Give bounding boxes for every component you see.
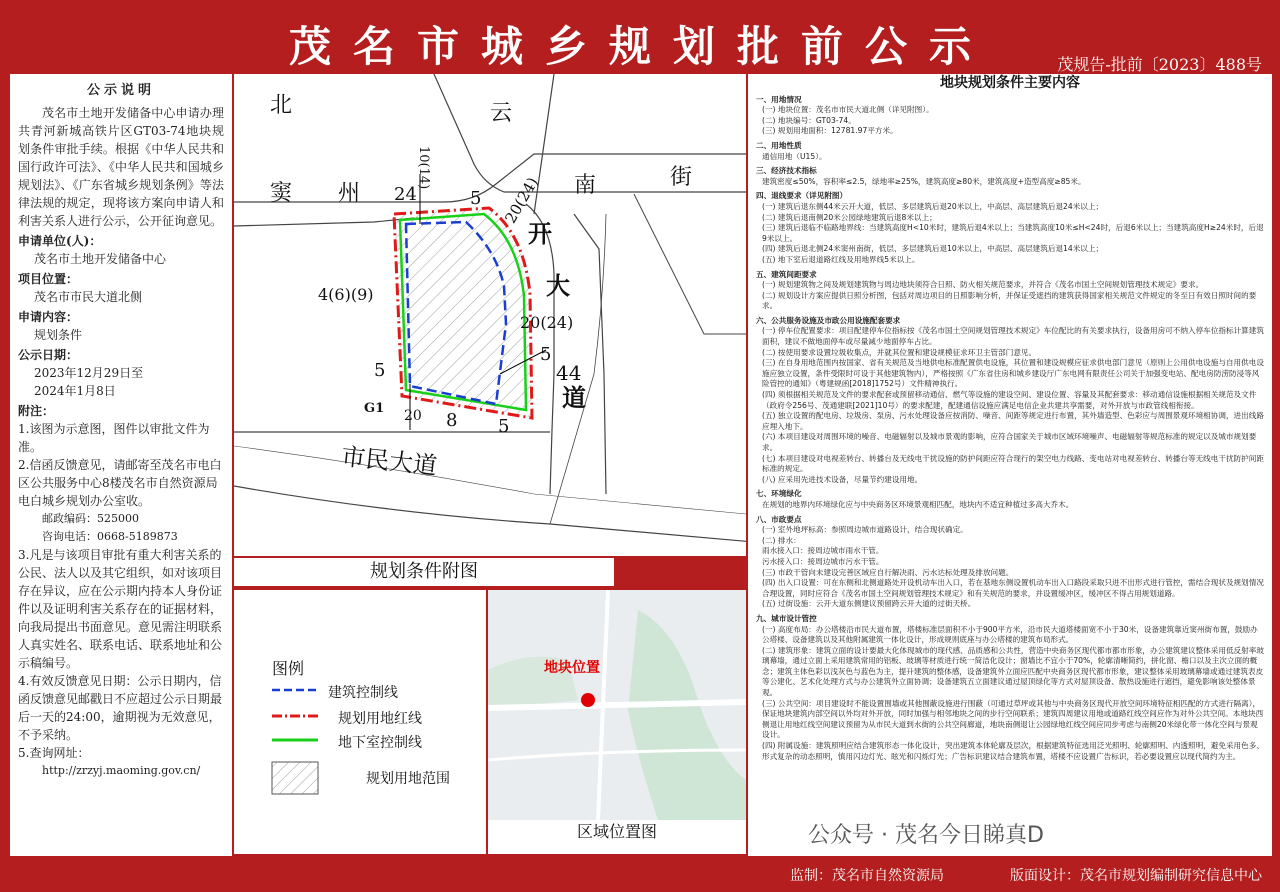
condition-line: (五) 过街设施：云开大道东侧建议预留跨云开大道的过街天桥。 — [762, 599, 976, 609]
condition-section-head: 六、公共服务设施及市政公用设施配套要求 — [756, 315, 901, 325]
note-item: 邮政编码：525000 — [42, 512, 139, 525]
label-jie: 街 — [670, 165, 693, 190]
appendix-label: 附注： — [18, 404, 55, 418]
condition-line: (八) 应采用先进技术设备，尽量节约建设用地。 — [762, 474, 923, 484]
road-edge — [234, 218, 414, 226]
footer-design: 版面设计：茂名市规划编制研究信息中心 — [1010, 868, 1262, 884]
dim-20b: 20(24) — [520, 313, 574, 332]
dim-20a: 20(24) — [501, 174, 542, 227]
label-nan: 南 — [574, 173, 597, 198]
legend-item-range: 规划用地范围 — [366, 771, 450, 787]
condition-line: 建筑密度≤50%，容积率≤2.5，绿地率≥25%，建筑高度≥80米，建筑高度+造型高度≥85米。 — [762, 176, 1086, 186]
condition-line: (二) 按使用要求设置垃圾收集点，并就其位置和建设规模征求环卫主管部门意见。 — [762, 347, 1037, 357]
condition-line: (五) 地下室后退道路红线及用地界线5米以上。 — [762, 254, 920, 264]
condition-line: 在规划的地界内环境绿化应与中央商务区环境景观相匹配，地块内不适宜种植过多高大乔木。 — [762, 499, 1074, 509]
label-dou: 窦 — [270, 181, 293, 206]
condition-line: (三) 公共空间：项目建设时不能设置围墙或其他围蔽设施进行围蔽（可通过草坪或其他与中央商务区现代开放空间环境特征相匹配的方式进行隔离），保证地块建筑内部空间以外均对外开放，同时加强与相邻地块之间的步行空间联系；建筑四周建议用地或道路红线空间应作为对外公共空间。本地块西侧退让用地红线空间建议预留为从市民大道到水街的公共空间廊道，地块南侧退让公园绿地红线空间应同步考虑与南侧20米绿化带一体化空间与景观设计。 — [762, 698, 1264, 740]
condition-line: (二) 规划设计方案应提供日照分析图，包括对周边项目的日照影响分析，并保证受遮挡的建筑获得国家相关规范文件规定的冬至日有效日照时间的要求。 — [762, 290, 1257, 311]
notes-list — [10, 420, 232, 780]
site-plan-svg — [234, 74, 746, 556]
label-g1: G1 — [364, 401, 385, 416]
legend-hatch-swatch — [272, 762, 318, 794]
condition-section-head: 八、市政要点 — [756, 514, 802, 524]
applicant-label: 申请单位(人)： — [18, 234, 102, 248]
content-value: 规划条件 — [34, 328, 83, 342]
project-value: 茂名市市民大道北侧 — [34, 290, 143, 304]
notice-body: 茂名市土地开发储备中心申请办理共青河新城高铁片区GT03-74地块规划条件审批手续。根据《中华人民共和国行政许可法》、《中华人民共和国城乡规划法》、《广东省城乡规划条例》等法律法规的规定，现将该方案向申请人和利害关系人进行公示，公开征询意见。 — [18, 106, 224, 228]
location-label: 地块位置 — [544, 660, 600, 676]
label-road: 市民大道 — [339, 442, 439, 481]
legend-item-red: 规划用地红线 — [338, 711, 422, 727]
legend — [234, 590, 486, 854]
condition-line: (一) 规划建筑物之间及规划建筑物与周边地块须符合日照、防火相关规范要求，并符合《茂名市国土空间规划管理技术规定》要求。 — [762, 280, 1204, 290]
site-plan-map — [234, 74, 746, 556]
date-label: 公示日期： — [18, 348, 79, 362]
condition-line: (四) 出入口设置：可在东侧和北侧道路处开设机动车出入口，若在基地东侧设置机动车出入口路段采取只进不出形式进行管控，需结合现状及规划情况合理设置，同时应符合《茂名市国土空间规划管理技术规定》和有关规范的要求，并设置缓冲区，缓冲区不得占用规划道路。 — [762, 578, 1264, 598]
label-da: 大 — [546, 271, 570, 300]
condition-line: (一) 室外地坪标高：参照周边城市道路设计，结合现状确定。 — [762, 525, 968, 535]
dim-24: 24 — [394, 184, 417, 205]
location-map — [488, 590, 746, 820]
applicant-value: 茂名市土地开发储备中心 — [34, 252, 167, 266]
condition-section-head: 七、环境绿化 — [756, 489, 802, 499]
note-item: 2.信函反馈意见，请邮寄至茂名市电白区公共服务中心8楼茂名市自然资源局电白城乡规划办公室收。 — [18, 458, 222, 508]
condition-section-head: 五、建筑间距要求 — [756, 269, 817, 279]
condition-line: 污水接入口：接周边城市污水干管。 — [762, 556, 884, 566]
site-marker — [581, 693, 595, 707]
condition-line: (二) 建筑形象：建筑立面的设计要最大化体现城市的现代感、品质感和公共性，营造中央商务区现代都市都市形象，办公建筑建议整体采用低反射率玻璃幕墙，通过立面上采用建筑常用的铝板、玻璃等材质进行统一简洁化设计；窗墙比不宜小于70%，轮廓清晰简约，拼化窗、檐口以及主次立面的概念；建筑主体色彩以浅灰色与蓝色为主，提升建筑的整体感，设备建筑外立面应匹配中央商务区现代都市形象，建议整体采用玻璃幕墙或通过建筑表皮等公建化、艺术化处理方式与办公建筑外立面协调；设备建筑五立面建议通过屋顶绿化等方式对屋顶设备、散热设施进行遮挡，避免影响该处整体景观。 — [762, 645, 1264, 698]
location-map-svg — [488, 590, 746, 820]
note-item: 3.凡是与该项目审批有重大利害关系的公民、法人以及其它组织，如对该项目存在异议，应在公示期内持本人身份证件以及证明利害关系存在的证据材料，向我局提出书面意见。意见需注明联系人真实姓名、联系电话、联系地址和公示稿编号。 — [18, 548, 223, 670]
condition-line: (一) 停车位配置要求：项目配建停车位指标按《茂名市国土空间规划管理技术规定》车位配比的有关要求执行，设备用房可不纳入停车位指标计算建筑面积，建议不做地面停车或尽量减少地面停车占比。 — [762, 326, 1264, 347]
label-north: 北 — [270, 93, 293, 118]
legend-item-build: 建筑控制线 — [328, 685, 398, 701]
condition-section-head: 二、用地性质 — [756, 140, 802, 150]
conditions-title: 地块规划条件主要内容 — [940, 75, 1080, 91]
footer — [10, 860, 1272, 888]
header — [10, 8, 1272, 72]
condition-line: (五) 独立设置的配电房、垃圾房、泵房、污水处理设备应按消防、噪音、间距等规定进行布置，其外墙造型、色彩应与周围景观环境相协调，进出线路应埋入地下。 — [762, 411, 1264, 431]
condition-section-head: 九、城市设计管控 — [756, 613, 817, 623]
notice-panel — [10, 74, 232, 856]
project-label: 项目位置： — [18, 272, 79, 286]
condition-line: (一) 建筑后退东侧44米云开大道，低层、多层建筑后退20米以上，中高层、高层建筑后退24米以上； — [762, 201, 1104, 211]
road-edge — [534, 74, 554, 214]
condition-line: 雨水接入口：接周边城市雨水干管。 — [762, 546, 884, 556]
note-item: 1.该图为示意图，图件以审批文件为准。 — [18, 422, 210, 454]
date-from: 2023年12月29日至 — [34, 366, 144, 380]
dim-5a: 5 — [470, 188, 482, 209]
dim-5c: 5 — [374, 360, 386, 381]
dim-4: 4(6)(9) — [318, 285, 374, 304]
page-title: 茂名市城乡规划批前公示 — [288, 22, 993, 71]
condition-section-head: 四、退线要求（详见附图） — [756, 191, 848, 201]
dim-5d: 5 — [498, 416, 510, 437]
condition-line: (一) 高度布局：办公塔楼沿市民大道布置，塔楼标准层面积不小于900平方米，沿市民大道塔楼面宽不小于30米，设备建筑靠近窦州街布置，鼓励办公塔楼、设备建筑以及其他附属建筑一体化设计，形成规则底座与办公塔楼的建筑布局形式。 — [762, 624, 1258, 645]
road-edge — [234, 486, 746, 542]
road-edge — [234, 446, 746, 514]
condition-line: (二) 排水： — [762, 535, 801, 545]
condition-line: (三) 建筑后退临不临路地界线：当建筑高度H<10米时，建筑后退4米以上；当建筑高度10米≤H<24时，后退6米以上；当建筑高度H≥24米时，后退9米以上。 — [762, 223, 1264, 243]
condition-line: (三) 在自身用地范围内按国家、省有关规范及当地供电标准配置供电设施，其位置和建设规模应征求供电部门意见（原则上公用供电设施与自用供电设施应独立设置，条件受限时可设于其他建筑物内），严格按照《广东省住房和城乡建设厅广东电网有限责任公司关于加强变电站、配电房防涝防浸等风险管控的通知》（粤建规函[2018]1752号）文件精神执行。 — [762, 358, 1264, 389]
note-item: 咨询电话：0668-5189873 — [42, 530, 178, 543]
dim-5b: 5 — [540, 344, 552, 365]
note-item: 4.有效反馈意见日期：公示日期内，信函反馈意见邮戳日不应超过公示日期最后一天的24:00，逾期视为无效意见，不予采纳。 — [18, 674, 223, 742]
condition-line: 通信用地（U15）。 — [762, 151, 827, 161]
document-number: 茂规告-批前〔2023〕488号 — [1057, 55, 1262, 74]
legend-item-basement: 地下室控制线 — [338, 735, 422, 751]
dim-20c: 20 — [404, 408, 422, 424]
dim-44: 44 — [556, 361, 582, 385]
notice-title: 公示说明 — [86, 83, 155, 98]
query-url[interactable]: http://zrzyj.maoming.gov.cn/ — [42, 764, 201, 777]
content-label: 申请内容： — [18, 310, 79, 324]
condition-line: (七) 本项目建设对电视差转台、转播台及无线电干扰设施的防护间距应符合现行的架空电力线路、变电站对电视差转台、转播台等无线电干扰防护间距标准的规定。 — [762, 453, 1264, 474]
road-edge — [574, 214, 606, 494]
condition-line: (三) 规划用地面积：12781.97平方米。 — [762, 126, 898, 136]
wechat-watermark: 公众号 · 茂名今日睇真D — [808, 823, 1044, 848]
footer-supervise: 监制：茂名市自然资源局 — [790, 868, 944, 884]
condition-line: (三) 市政干管向未建设完善区域应自行解决雨、污水达标处理及排放问题。 — [762, 567, 1014, 577]
location-caption: 区域位置图 — [488, 820, 746, 854]
date-to: 2024年1月8日 — [34, 384, 116, 398]
condition-section-head: 一、用地情况 — [756, 94, 802, 104]
conditions-sections — [748, 95, 1272, 763]
condition-line: (四) 建筑后退北侧24米窦州南街，低层、多层建筑后退10米以上，中高层、高层建筑后退14米以上； — [762, 244, 1104, 254]
label-zhou: 州 — [338, 181, 361, 206]
note-item: 5.查询网址： — [18, 746, 90, 760]
condition-line: (四) 附属设施：建筑照明应结合建筑形态一体化设计，突出建筑本体轮廓及层次，根据建筑特征选用泛光照明、轮廓照明、内透照明，避免采用色多、形式复杂的动态照明，慎用闪边灯光、眩光和闪烁灯光；广告标识建议结合建筑布置，塔楼不应设置广告标识，若必要设置应以现代简约为主。 — [762, 741, 1264, 761]
condition-section-head: 三、经济技术指标 — [756, 166, 817, 176]
label-kai: 开 — [528, 219, 552, 248]
legend-title: 图例 — [272, 659, 305, 678]
condition-line: (二) 建筑后退南侧20米公园绿地建筑后退8米以上； — [762, 212, 937, 222]
dim-10: 10(14) — [416, 146, 431, 190]
dim-8: 8 — [446, 410, 458, 431]
map-caption: 规划条件附图 — [234, 558, 614, 586]
condition-line: (二) 地块编号：GT03-74。 — [762, 115, 856, 125]
condition-line: (一) 地块位置：茂名市市民大道北侧（详见附图）。 — [762, 105, 934, 115]
conditions-panel — [748, 74, 1272, 856]
road-edge — [634, 194, 746, 334]
label-yun: 云 — [490, 101, 513, 126]
label-dao: 道 — [562, 383, 586, 412]
condition-line: (六) 本项目建设对周围环境的噪音、电磁辐射以及城市景观的影响，应符合国家关于城市区域环境噪声、电磁辐射等规范标准的规定以及城市规划要求。 — [762, 432, 1257, 452]
condition-line: (四) 须根据相关规范及文件的要求配套或预留移动通信、燃气等设施的建设空间、建设位置、容量及其配套要求：移动通信设施根据相关规范及文件（政府令256号、茂通建联[2021]10号）的要求配建，配建通信设施应满足电信企业共建共享需要，对外开放与市政管线相衔接。 — [762, 390, 1257, 410]
